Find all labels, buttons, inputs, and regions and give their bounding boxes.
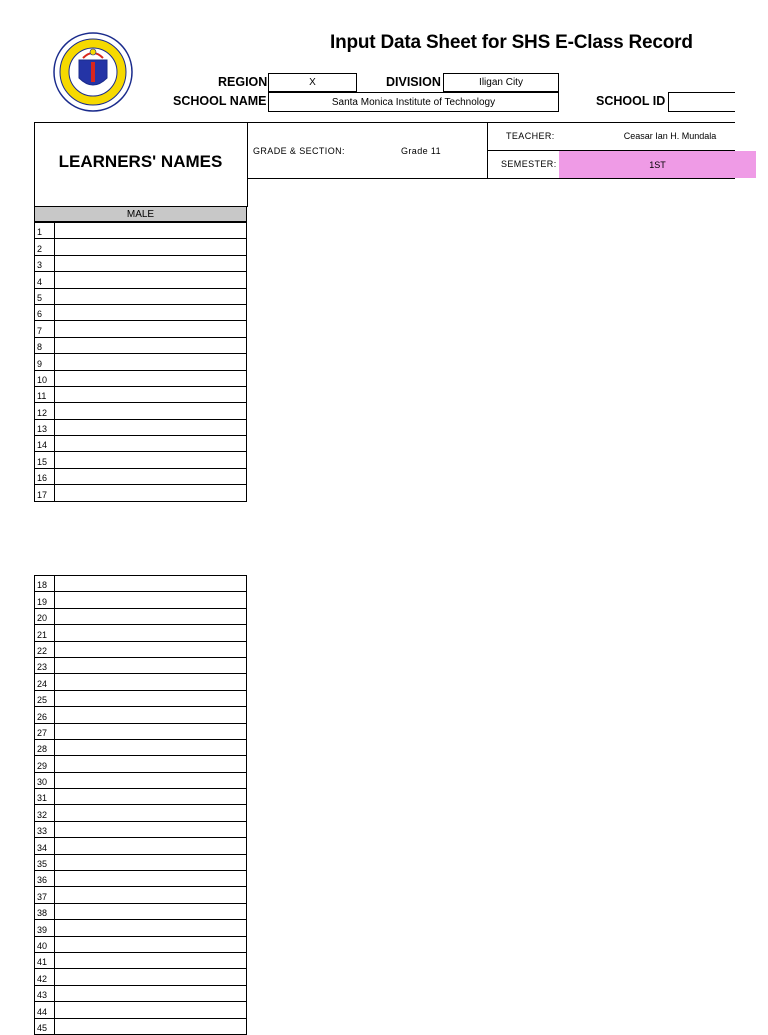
learner-name-cell[interactable] [55,609,246,624]
table-row [35,222,246,238]
table-row [35,320,246,336]
table-row [35,804,246,820]
learner-name-cell[interactable] [55,887,246,902]
row-number: 16 [35,469,55,484]
learner-name-cell[interactable] [55,805,246,820]
table-row [35,386,246,402]
learner-name-cell[interactable] [55,691,246,706]
learner-name-cell[interactable] [55,420,246,435]
table-row [35,788,246,804]
table-row [35,624,246,640]
semester-label: SEMESTER: [501,159,557,169]
learner-name-cell[interactable] [55,904,246,919]
learner-name-cell[interactable] [55,387,246,402]
table-row [35,870,246,886]
learner-name-cell[interactable] [55,576,246,591]
learner-name-cell[interactable] [55,838,246,853]
row-number: 8 [35,338,55,353]
division-label: DIVISION [386,75,441,89]
row-number: 32 [35,805,55,820]
row-number: 14 [35,436,55,451]
table-row [35,337,246,353]
table-row [35,772,246,788]
learner-name-cell[interactable] [55,338,246,353]
row-number: 36 [35,871,55,886]
learner-name-cell[interactable] [55,920,246,935]
learner-name-cell[interactable] [55,871,246,886]
table-row [35,706,246,722]
row-number: 39 [35,920,55,935]
learner-name-cell[interactable] [55,953,246,968]
learner-name-cell[interactable] [55,469,246,484]
row-number: 41 [35,953,55,968]
row-number: 12 [35,403,55,418]
learner-name-cell[interactable] [55,289,246,304]
grade-section-value[interactable]: Grade 11 [401,146,442,156]
learner-name-cell[interactable] [55,403,246,418]
row-number: 13 [35,420,55,435]
row-number: 17 [35,485,55,500]
learner-name-cell[interactable] [55,354,246,369]
table-row [35,255,246,271]
roster-block-1 [34,222,247,502]
learners-names-heading: LEARNERS' NAMES [58,152,223,171]
learner-name-cell[interactable] [55,937,246,952]
table-row [35,451,246,467]
learner-name-cell[interactable] [55,452,246,467]
table-row [35,288,246,304]
header-top-border [34,122,735,123]
row-number: 2 [35,239,55,254]
table-row [35,271,246,287]
table-row [35,484,246,500]
learner-name-cell[interactable] [55,707,246,722]
learner-name-cell[interactable] [55,239,246,254]
table-row [35,1018,246,1034]
learner-name-cell[interactable] [55,321,246,336]
table-row [35,575,246,591]
semester-value[interactable]: 1ST [559,151,756,178]
row-number: 1 [35,223,55,238]
table-row [35,353,246,369]
school-id-field[interactable] [668,92,735,112]
learner-name-cell[interactable] [55,822,246,837]
table-row [35,1001,246,1017]
row-number: 33 [35,822,55,837]
table-row [35,837,246,853]
row-number: 45 [35,1019,55,1034]
row-number: 22 [35,642,55,657]
table-row [35,886,246,902]
learner-name-cell[interactable] [55,773,246,788]
header-bottom-border [247,178,735,179]
learner-name-cell[interactable] [55,789,246,804]
table-row [35,435,246,451]
table-row [35,304,246,320]
learner-name-cell[interactable] [55,592,246,607]
learner-name-cell[interactable] [55,485,246,500]
table-row [35,936,246,952]
table-row [35,402,246,418]
row-number: 5 [35,289,55,304]
learner-name-cell[interactable] [55,305,246,320]
school-name-label: SCHOOL NAME [173,94,267,108]
row-number: 7 [35,321,55,336]
row-number: 6 [35,305,55,320]
learner-name-cell[interactable] [55,855,246,870]
table-row [35,690,246,706]
row-number: 9 [35,354,55,369]
school-name-field[interactable]: Santa Monica Institute of Technology [268,92,559,112]
learner-name-cell[interactable] [55,1019,246,1034]
table-row [35,468,246,484]
row-number: 24 [35,674,55,689]
header-divider [247,122,248,207]
row-number: 42 [35,969,55,984]
learner-name-cell[interactable] [55,642,246,657]
table-row [35,723,246,739]
row-number: 3 [35,256,55,271]
region-label: REGION [218,75,268,89]
row-number: 43 [35,986,55,1001]
table-row [35,821,246,837]
learner-name-cell[interactable] [55,1002,246,1017]
learner-name-cell[interactable] [55,658,246,673]
row-number: 27 [35,724,55,739]
teacher-label: TEACHER: [506,131,555,141]
row-number: 44 [35,1002,55,1017]
learner-name-cell[interactable] [55,986,246,1001]
grade-section-label: GRADE & SECTION: [253,146,345,156]
row-number: 4 [35,272,55,287]
row-number: 37 [35,887,55,902]
row-number: 28 [35,740,55,755]
table-row [35,641,246,657]
table-row [35,968,246,984]
row-number: 26 [35,707,55,722]
table-row [35,903,246,919]
row-number: 30 [35,773,55,788]
division-field[interactable]: Iligan City [443,73,559,92]
learner-name-cell[interactable] [55,740,246,755]
school-id-label: SCHOOL ID [596,94,666,108]
table-row [35,854,246,870]
row-number: 38 [35,904,55,919]
row-number: 40 [35,937,55,952]
roster-block-2 [34,575,247,1035]
teacher-value[interactable]: Ceasar Ian H. Mundala [623,131,717,141]
row-number: 11 [35,387,55,402]
row-number: 35 [35,855,55,870]
learner-name-cell[interactable] [55,256,246,271]
row-number: 23 [35,658,55,673]
learner-name-cell[interactable] [55,625,246,640]
row-number: 18 [35,576,55,591]
row-number: 15 [35,452,55,467]
region-field[interactable]: X [268,73,357,92]
row-number: 34 [35,838,55,853]
table-row [35,370,246,386]
learner-name-cell[interactable] [55,756,246,771]
table-row [35,755,246,771]
row-number: 31 [35,789,55,804]
table-row [35,952,246,968]
page-title: Input Data Sheet for SHS E-Class Record [330,32,693,53]
table-row [35,591,246,607]
row-number: 21 [35,625,55,640]
table-row [35,657,246,673]
learner-name-cell[interactable] [55,436,246,451]
male-section-header: MALE [34,206,247,222]
table-row [35,739,246,755]
row-number: 29 [35,756,55,771]
row-number: 10 [35,371,55,386]
row-number: 19 [35,592,55,607]
learner-name-cell[interactable] [55,969,246,984]
learner-name-cell[interactable] [55,223,246,238]
learner-name-cell[interactable] [55,272,246,287]
table-row [35,608,246,624]
learner-name-cell[interactable] [55,371,246,386]
deped-seal-icon [48,30,138,114]
learner-name-cell[interactable] [55,724,246,739]
table-row [35,919,246,935]
table-row [35,419,246,435]
table-row [35,673,246,689]
row-number: 20 [35,609,55,624]
row-number: 25 [35,691,55,706]
table-row [35,238,246,254]
learner-name-cell[interactable] [55,674,246,689]
table-row [35,985,246,1001]
